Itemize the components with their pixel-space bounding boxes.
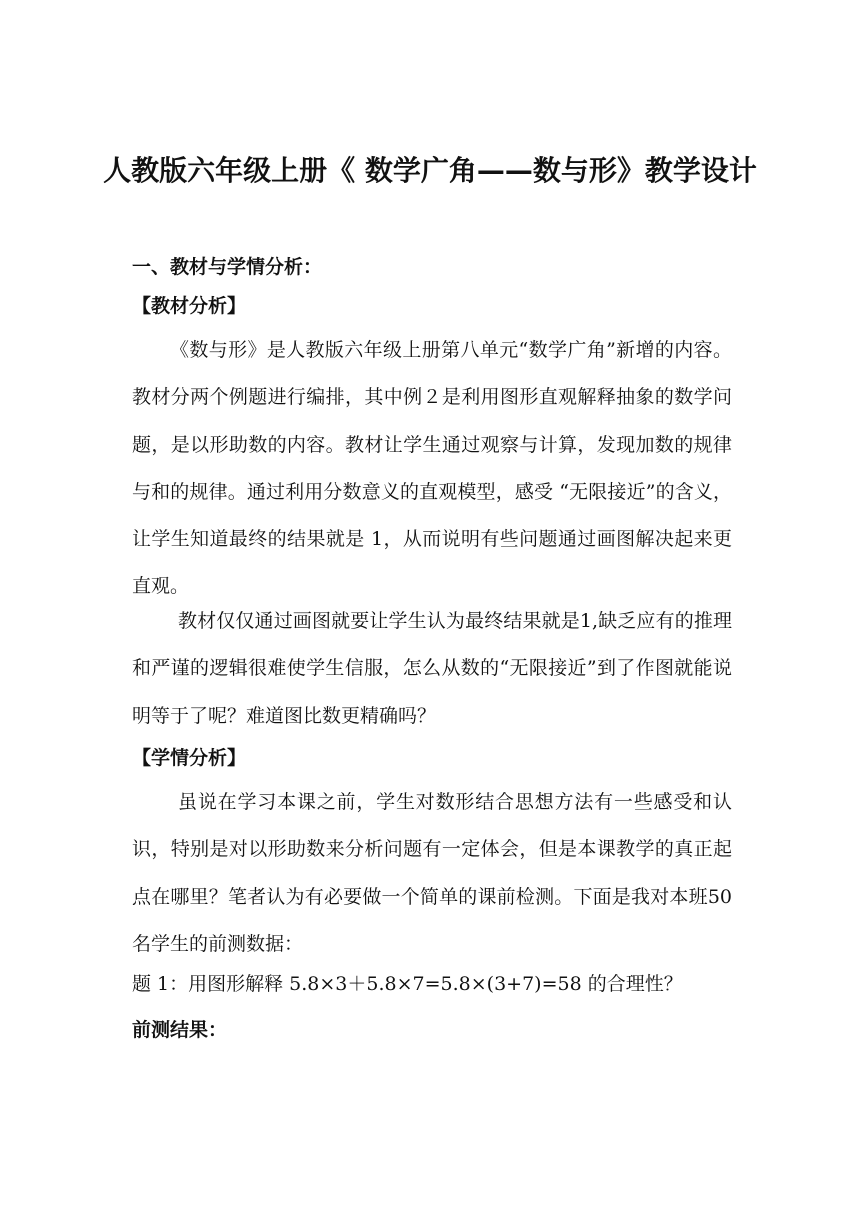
document-title: 人教版六年级上册《 数学广角——数与形》教学设计	[103, 154, 757, 187]
textbook-analysis-paragraph-2: 教材仅仅通过画图就要让学生认为最终结果就是1,缺乏应有的推理和严谨的逻辑很难使学生信服，怎么从数的“无限接近”到了作图就能说明等于了呢？难道图比数更精确吗？	[132, 610, 732, 727]
student-analysis-paragraph: 虽说在学习本课之前，学生对数形结合思想方法有一些感受和认识，特别是对以形助数来分析问题有一定体会，但是本课教学的真正起点在哪里？笔者认为有必要做一个简单的课前检测。下面是我对本班50名学生的前测数据：	[132, 791, 732, 955]
section-heading: 一、教材与学情分析：	[132, 256, 323, 278]
textbook-analysis-paragraph-1: 《数与形》是人教版六年级上册第八单元“数学广角”新增的内容。教材分两个例题进行编排，其中例２是利用图形直观解释抽象的数学问题，是以形助数的内容。教材让学生通过观察与计算，发现加数的规律与和的规律。通过利用分数意义的直观模型，感受 “无限接近”的含义，让学生知道最终的结果就是 1，从而说明有些问题通过画图解决起来更直观。	[132, 339, 732, 598]
student-analysis-heading: 【学情分析】	[132, 747, 247, 769]
textbook-analysis-heading: 【教材分析】	[132, 295, 247, 317]
pretest-results-heading: 前测结果：	[132, 1019, 228, 1041]
pretest-question-1: 题 1：用图形解释 5.8×3＋5.8×7=5.8×(3+7)=58 的合理性？	[132, 973, 683, 995]
